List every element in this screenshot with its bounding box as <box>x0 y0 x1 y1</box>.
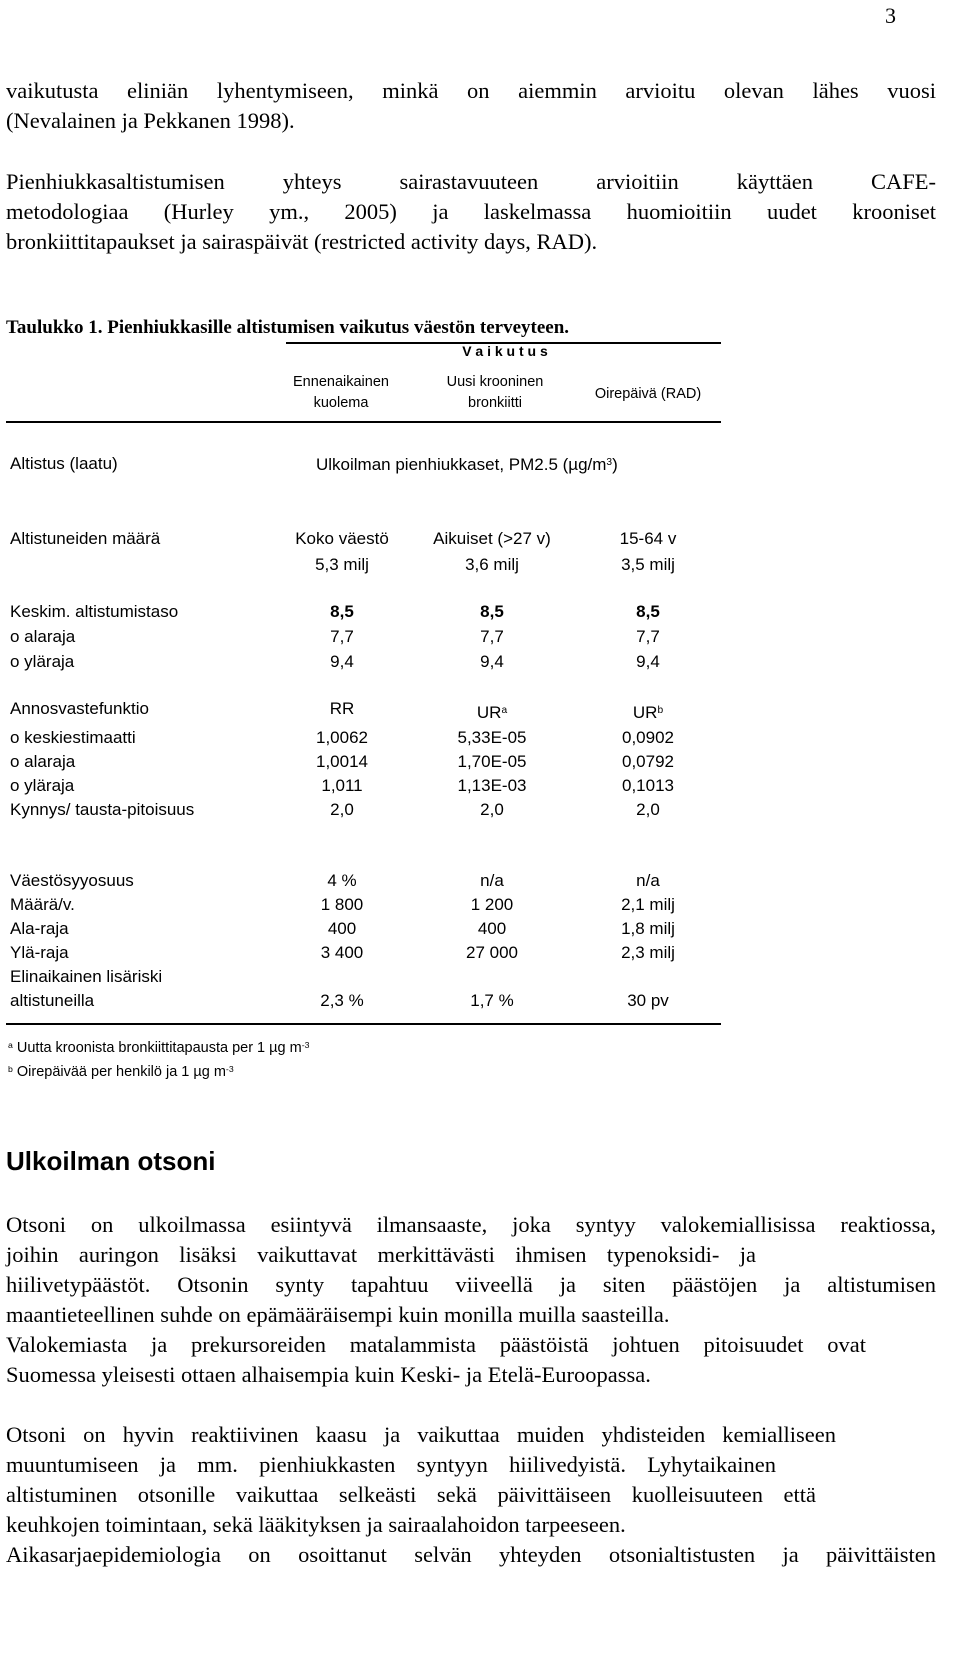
level-row-label: o alaraja <box>10 627 76 646</box>
dose-row-value: 2,0 <box>330 800 354 819</box>
footnote-a: $^a$ Uutta kroonista bronkiittitapausta per 1 µg $m^{-3}$ <box>8 1040 310 1056</box>
dose-row-value: 0,1013 <box>622 776 674 795</box>
intro-p1-line2: (Nevalainen ja Pekkanen 1998). <box>6 108 295 133</box>
population-count-1: 5,3 milj <box>315 555 369 574</box>
dose-row-label: o keskiestimaatti <box>10 728 136 747</box>
result-row-value: 400 <box>327 919 357 938</box>
section-heading: Ulkoilman otsoni <box>6 1146 216 1176</box>
dose-row-label: o alaraja <box>10 752 76 771</box>
section-p1-line: maantieteellinen suhde on epämääräisempi kuin monilla muilla saasteilla. <box>6 1302 670 1327</box>
dose-row-value: 1,011 <box>321 776 363 795</box>
page-number: 3 <box>885 3 896 28</box>
dose-row-value: 2,0 <box>636 800 660 819</box>
dose-row-value: 1,70E-05 <box>457 752 527 771</box>
col-header-mortality-l2: kuolema <box>313 395 369 411</box>
header-rule-bottom <box>6 421 721 423</box>
lifetime-value: 30 pv <box>627 991 669 1010</box>
section-p1-line: Valokemiasta ja prekursoreiden matalammista päästöistä johtuen pitoisuudet ovat <box>6 1332 866 1357</box>
result-row-value: 2,1 milj <box>621 895 675 914</box>
result-row-value: n/a <box>480 871 504 890</box>
result-row-label: Väestösyyosuus <box>10 871 134 890</box>
result-row-value: 1 800 <box>320 895 364 914</box>
population-count-3: 3,5 milj <box>621 555 675 574</box>
col-header-bronchitis-l2: bronkiitti <box>468 395 522 411</box>
exposure-value: Ulkoilman pienhiukkaset, PM2.5 $(\mu g/m^3)$ <box>316 455 618 474</box>
result-row-value: n/a <box>636 871 660 890</box>
lifetime-value: 2,3 % <box>320 991 364 1010</box>
col-header-mortality-l1: Ennenaikainen <box>293 374 389 390</box>
result-row-value: 1 200 <box>470 895 514 914</box>
intro-p2-line2: metodologiaa (Hurley ym., 2005) ja laskelmassa huomioitiin uudet krooniset <box>6 199 936 224</box>
dose-row-value: 1,13E-03 <box>457 776 527 795</box>
table-caption: Taulukko 1. Pienhiukkasille altistumisen vaikutus väestön terveyteen. <box>6 317 570 338</box>
dose-response-c3: $UR^b$ <box>632 703 664 722</box>
lifetime-value: 1,7 % <box>470 991 514 1010</box>
dose-row-label: Kynnys/ tausta-pitoisuus <box>10 800 195 819</box>
result-row-value: 27 000 <box>466 943 518 962</box>
level-row-label: Keskim. altistumistaso <box>10 602 179 621</box>
intro-p2-line3: bronkiittitapaukset ja sairaspäivät (restricted activity days, RAD). <box>6 229 598 254</box>
dose-row-value: 0,0902 <box>622 728 674 747</box>
result-row-value: 4 % <box>327 871 357 890</box>
section-p2-line: muuntumiseen ja mm. pienhiukkasten syntyyn hiilivedyistä. Lyhytaikainen <box>6 1452 776 1477</box>
table-bottom-rule <box>6 1023 721 1025</box>
level-row-value: 9,4 <box>330 652 354 671</box>
section-p1-line: Otsoni on ulkoilmassa esiintyvä ilmansaaste, joka syntyy valokemiallisissa reaktiossa, <box>6 1212 936 1237</box>
result-row-value: 3 400 <box>320 943 364 962</box>
population-count-2: 3,6 milj <box>465 555 519 574</box>
result-row-label: Ylä-raja <box>10 943 69 962</box>
level-row-label: o yläraja <box>10 652 75 671</box>
dose-response-label: Annosvastefunktio <box>10 699 149 718</box>
level-row-value: 9,4 <box>636 652 660 671</box>
level-row-value: 7,7 <box>480 627 504 646</box>
level-row-value: 8,5 <box>330 602 354 621</box>
population-label: Altistuneiden määrä <box>10 529 161 548</box>
dose-row-value: 1,0062 <box>316 728 368 747</box>
dose-row-value: 1,0014 <box>316 752 368 771</box>
lifetime-label-line1: Elinaikainen lisäriski <box>10 967 163 986</box>
intro-p2-line1: Pienhiukkasaltistumisen yhteys sairastavuuteen arvioitiin käyttäen CAFE- <box>6 169 936 194</box>
section-p2-line: altistuminen otsonille vaikuttaa selkeästi sekä päivittäiseen kuolleisuuteen että <box>6 1482 816 1507</box>
population-group-1: Koko väestö <box>295 529 389 548</box>
dose-row-label: o yläraja <box>10 776 75 795</box>
dose-response-c1: RR <box>329 699 355 718</box>
section-p2-line: Otsoni on hyvin reaktiivinen kaasu ja vaikuttaa muiden yhdisteiden kemialliseen <box>6 1422 836 1447</box>
intro-p1-line1: vaikutusta eliniän lyhentymiseen, minkä on aiemmin arvioitu olevan lähes vuosi <box>6 78 936 103</box>
result-row-label: Ala-raja <box>10 919 69 938</box>
section-p1-line: Suomessa yleisesti ottaen alhaisempia kuin Keski- ja Etelä-Euroopassa. <box>6 1362 651 1387</box>
footnote-b: $^b$ Oirepäivää per henkilö ja 1 µg $m^{-3}$ <box>8 1064 234 1080</box>
result-row-value: 1,8 milj <box>621 919 675 938</box>
section-p1-line: joihin auringon lisäksi vaikuttavat merkittävästi ihmisen typenoksidi- ja <box>6 1242 756 1267</box>
population-group-3: 15-64 v <box>619 529 677 548</box>
result-row-label: Määrä/v. <box>10 895 75 914</box>
level-row-value: 7,7 <box>330 627 354 646</box>
section-p2-line: keuhkojen toimintaan, sekä lääkityksen ja sairaalahoidon tarpeeseen. <box>6 1512 626 1537</box>
level-row-value: 8,5 <box>480 602 504 621</box>
population-group-2: Aikuiset (>27 v) <box>433 529 551 548</box>
lifetime-label-line2: altistuneilla <box>10 991 95 1010</box>
section-p2-line: Aikasarjaepidemiologia on osoittanut selvän yhteyden otsonialtistusten ja päivittäisten <box>6 1542 936 1567</box>
dose-response-c2: $UR^a$ <box>476 703 508 722</box>
level-row-value: 8,5 <box>636 602 660 621</box>
level-row-value: 9,4 <box>480 652 504 671</box>
level-row-value: 7,7 <box>636 627 660 646</box>
col-header-bronchitis-l1: Uusi krooninen <box>446 374 544 390</box>
result-row-value: 2,3 milj <box>621 943 675 962</box>
group-header: V a i k u t u s <box>462 343 548 359</box>
dose-row-value: 0,0792 <box>622 752 674 771</box>
dose-row-value: 5,33E-05 <box>457 728 527 747</box>
result-row-value: 400 <box>477 919 507 938</box>
exposure-label: Altistus (laatu) <box>10 454 118 473</box>
section-p1-line: hiilivetypäästöt. Otsonin synty tapahtuu viiveellä ja siten päästöjen ja altistumisen <box>6 1272 936 1297</box>
col-header-rad: Oirepäivä (RAD) <box>594 386 702 402</box>
dose-row-value: 2,0 <box>480 800 504 819</box>
